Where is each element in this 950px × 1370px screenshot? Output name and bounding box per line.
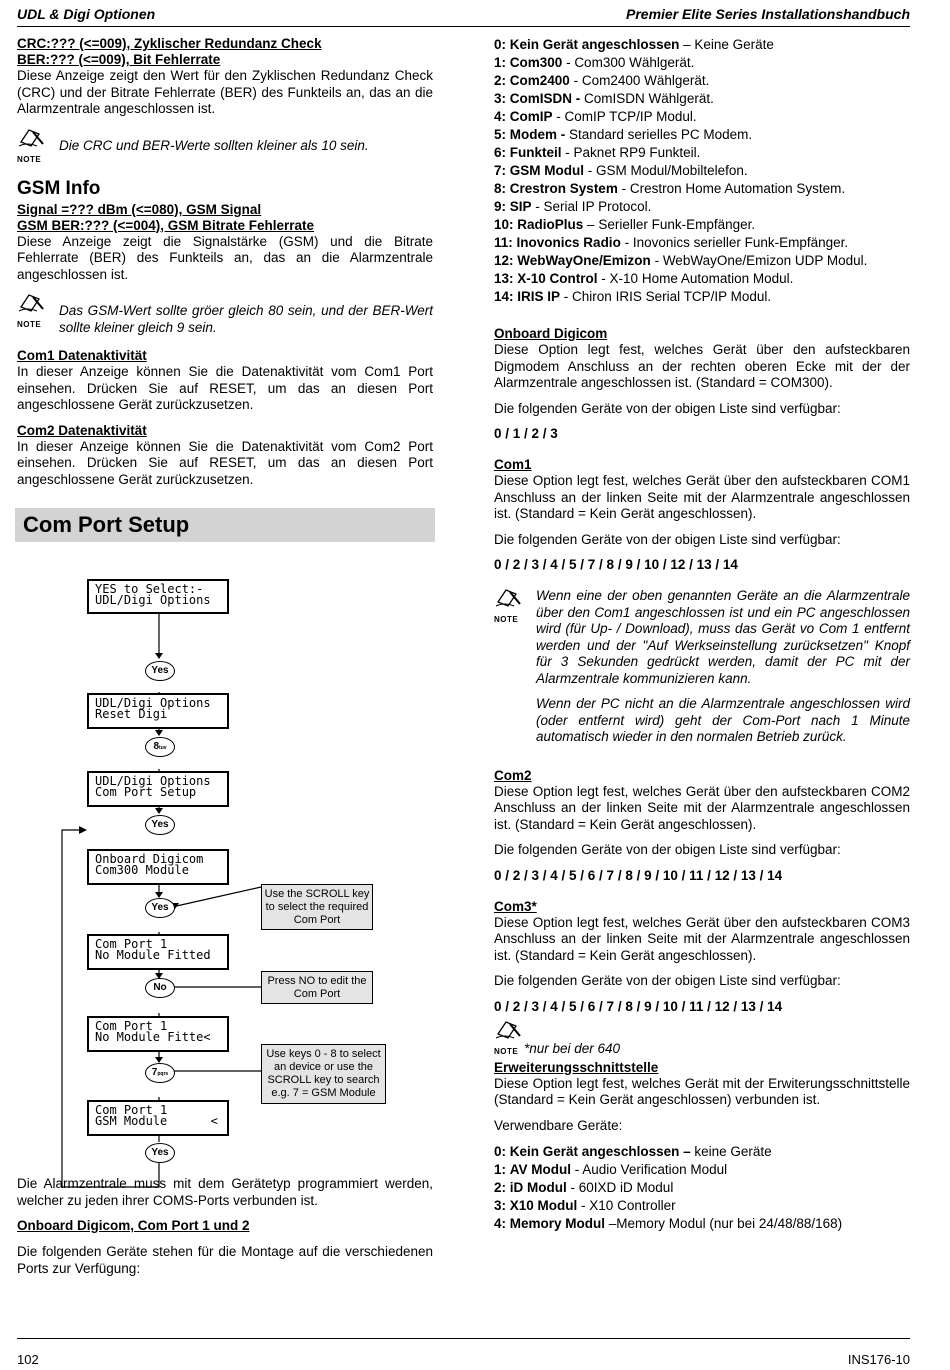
device-num: 10: <box>494 217 514 232</box>
device-name: GSM Modul <box>509 163 585 178</box>
yes-key: Yes <box>145 815 175 835</box>
device-sep: - <box>584 163 597 178</box>
device-desc: Serial IP Protocol. <box>543 199 652 214</box>
section-title: Com Port Setup <box>15 508 435 542</box>
ext-text: Diese Option legt fest, welches Gerät mit der Erwiterungsschnittstelle (Standard = Kein Gerät angeschlossen) verbunden ist. <box>494 1075 910 1107</box>
com2-title: Com2 <box>494 767 532 783</box>
device-item <box>494 216 910 234</box>
note-text: Die CRC und BER-Werte sollten kleiner als 10 sein. <box>59 137 369 153</box>
no-key: No <box>145 978 175 998</box>
crc-heading-1: CRC:??? (<=009), Zyklischer Redundanz Check <box>17 36 322 51</box>
note-icon <box>17 128 59 164</box>
com3-text: Diese Option legt fest, welches Gerät über den aufsteckbaren COM3 Anschluss an der linken Seite mit der Alarmzentrale angeschlossen ist. (Standard = Kein Gerät angeschlossen). <box>494 914 910 963</box>
device-num: 7: <box>494 163 507 178</box>
flowchart <box>17 579 433 1199</box>
device-sep: - <box>650 253 663 268</box>
hint-keys: Use keys 0 - 8 to select an device or use the SCROLL key to search e.g. 7 = GSM Module <box>261 1044 386 1104</box>
ext-device-item <box>494 1143 910 1161</box>
device-desc: Inovonics serieller Funk-Empfänger. <box>632 235 849 250</box>
available-text: Die folgenden Geräte von der obigen Liste sind verfügbar: <box>494 973 841 988</box>
com1-ports: 0 / 2 / 3 / 4 / 5 / 7 / 8 / 9 / 10 / 12 / 13 / 14 <box>494 557 738 572</box>
device-name: RadioPlus <box>517 217 584 232</box>
device-num: 2: <box>494 73 507 88</box>
after-flow-block <box>17 1176 433 1286</box>
device-item <box>494 36 910 54</box>
key-7-label: 7 <box>151 1067 158 1078</box>
device-num: 8: <box>494 181 507 196</box>
com2-text: Diese Option legt fest, welches Gerät über den aufsteckbaren COM2 Anschluss an der linken Seite mit der Alarmzentrale angeschlossen ist. (Standard = Kein Gerät angeschlossen). <box>494 783 910 832</box>
com1-activity-text: In dieser Anzeige können Sie die Datenaktivität vom Com1 Port einsehen. Drücken Sie auf RESET, um das an diesen Port angeschlossene Gerät zurückzusetzen. <box>17 364 433 412</box>
device-item <box>494 108 910 126</box>
ext-device-name: X10 Modul <box>509 1198 578 1213</box>
ext-device-num: 1: <box>494 1162 507 1177</box>
ext-device-num: 0: <box>494 1144 507 1159</box>
ext-title: Erweiterungsschnittstelle <box>494 1059 659 1075</box>
device-sep: - <box>561 145 574 160</box>
device-item <box>494 90 910 108</box>
note-label: NOTE <box>494 1046 519 1056</box>
device-item <box>494 54 910 72</box>
device-desc: Standard serielles PC Modem. <box>569 127 753 142</box>
note-label: NOTE <box>17 154 42 164</box>
device-desc: Com2400 Wählgerät. <box>581 73 710 88</box>
device-list <box>494 36 910 306</box>
ext-device-name: Memory Modul <box>509 1216 606 1231</box>
ext-device-num: 3: <box>494 1198 507 1213</box>
hint-scroll: Use the SCROLL key to select the required Com Port <box>261 884 373 930</box>
note-640-text: *nur bei der 640 <box>524 1040 621 1056</box>
device-name: Funkteil <box>509 145 562 160</box>
device-desc: Keine Geräte <box>694 37 774 52</box>
ext-device-item <box>494 1161 910 1179</box>
device-name: Inovonics Radio <box>516 235 621 250</box>
note-com1-text-b: Wenn der PC nicht an die Alarmzentrale angeschlossen wird (oder entfernt wird) geht der Com-Port nach 1 Minute automatisch wieder in den normalen Betrieb zurück. <box>536 696 910 744</box>
device-name: WebWayOne/Emizon <box>517 253 651 268</box>
device-name: X-10 Control <box>517 271 598 286</box>
ext-device-desc: - Audio Verification Modul <box>571 1162 728 1177</box>
device-item <box>494 234 910 252</box>
note-label: NOTE <box>494 615 519 624</box>
right-column <box>494 36 910 1233</box>
device-item <box>494 288 910 306</box>
ext-device-name: Kein Gerät angeschlossen – <box>509 1144 691 1159</box>
com2-ports: 0 / 2 / 3 / 4 / 5 / 6 / 7 / 8 / 9 / 10 / 11 / 12 / 13 / 14 <box>494 867 783 883</box>
header-right: Premier Elite Series Installationshandbuch <box>626 6 910 22</box>
page-number: 102 <box>17 1352 39 1367</box>
note-icon <box>494 1020 524 1056</box>
device-desc: Serieller Funk-Empfänger. <box>598 217 756 232</box>
device-desc: X-10 Home Automation Modul. <box>609 271 794 286</box>
after-flow-text: Die Alarmzentrale muss mit dem Gerätetyp programmiert werden, welcher zu jeden ihrer COMS-Ports verbunden ist. <box>17 1176 433 1208</box>
available-text: Die folgenden Geräte von der obigen Liste sind verfügbar: <box>494 842 841 857</box>
lcd-gsm-module: Com Port 1 GSM Module < <box>87 1100 229 1136</box>
hint-no: Press NO to edit the Com Port <box>261 971 373 1004</box>
device-item <box>494 198 910 216</box>
device-num: 6: <box>494 145 507 160</box>
device-item <box>494 180 910 198</box>
key-8-label: 8 <box>153 741 160 752</box>
device-desc: GSM Modul/Mobiltelefon. <box>596 163 748 178</box>
device-desc: Com300 Wählgerät. <box>574 55 695 70</box>
device-item <box>494 252 910 270</box>
gsm-heading-1: Signal =??? dBm (<=080), GSM Signal <box>17 201 262 217</box>
device-name: IRIS IP <box>517 289 561 304</box>
key-8-letters: tuv <box>159 745 167 751</box>
device-item <box>494 144 910 162</box>
device-desc: ComISDN Wählgerät. <box>584 91 714 106</box>
device-name: Com300 <box>509 55 563 70</box>
key-7 <box>145 1063 175 1083</box>
yes-key: Yes <box>145 661 175 681</box>
lcd-onboard-digicom: Onboard Digicom Com300 Module <box>87 849 229 885</box>
device-name: ComIP <box>509 109 553 124</box>
device-desc: WebWayOne/Emizon UDP Modul. <box>662 253 868 268</box>
usable-text: Verwendbare Geräte: <box>494 1117 623 1133</box>
note-text-group <box>536 588 910 746</box>
gsm-title: GSM Info <box>17 177 101 199</box>
note-gsm <box>17 293 433 336</box>
device-sep: - <box>552 109 565 124</box>
page-header <box>17 6 910 27</box>
device-sep: - <box>617 181 630 196</box>
device-sep: - <box>560 289 573 304</box>
device-desc: ComIP TCP/IP Modul. <box>564 109 697 124</box>
ext-device-list <box>494 1143 910 1233</box>
device-num: 5: <box>494 127 507 142</box>
lcd-com-port-setup: UDL/Digi Options Com Port Setup <box>87 771 229 807</box>
device-sep: - <box>597 271 610 286</box>
onboard-ports: 0 / 1 / 2 / 3 <box>494 426 558 441</box>
device-num: 14: <box>494 289 514 304</box>
onboard-sub-heading: Onboard Digicom, Com Port 1 und 2 <box>17 1218 250 1233</box>
ext-device-desc: - 60IXD iD Modul <box>566 1180 674 1195</box>
device-num: 12: <box>494 253 514 268</box>
onboard-text: Diese Option legt fest, welches Gerät über den aufsteckbaren Digmodem Anschluss an der rechten oberen Ecke mit der der Alarmzentrale angeschlossen ist. (Standard = COM300). <box>494 342 910 390</box>
device-num: 4: <box>494 109 507 124</box>
note-640 <box>494 1020 910 1056</box>
ext-device-item <box>494 1197 910 1215</box>
device-desc: Chiron IRIS Serial TCP/IP Modul. <box>572 289 772 304</box>
com1-activity-title: Com1 Datenaktivität <box>17 348 147 363</box>
ext-device-item <box>494 1179 910 1197</box>
header-left: UDL & Digi Optionen <box>17 6 156 22</box>
device-desc: Paknet RP9 Funkteil. <box>573 145 701 160</box>
note-icon <box>494 588 536 746</box>
device-sep: – <box>679 37 695 52</box>
device-num: 13: <box>494 271 514 286</box>
ext-device-name: AV Modul <box>509 1162 572 1177</box>
device-item <box>494 162 910 180</box>
key-7-letters: pqrs <box>157 1071 169 1077</box>
left-column <box>17 36 433 1276</box>
device-sep: – <box>583 217 599 232</box>
device-item <box>494 270 910 288</box>
com2-activity-title: Com2 Datenaktivität <box>17 422 147 438</box>
device-num: 11: <box>494 235 513 250</box>
device-name: Crestron System <box>509 181 618 196</box>
ext-device-desc: –Memory Modul (nur bei 24/48/88/168) <box>605 1216 843 1231</box>
ext-device-item <box>494 1215 910 1233</box>
doc-id: INS176-10 <box>847 1352 910 1367</box>
lcd-no-module: Com Port 1 No Module Fitted <box>87 934 229 970</box>
ext-device-num: 2: <box>494 1180 507 1195</box>
page-footer <box>17 1338 910 1367</box>
onboard-title: Onboard Digicom <box>494 326 608 341</box>
device-sep: - <box>531 199 544 214</box>
gsm-text: Diese Anzeige zeigt die Signalstärke (GSM) und die Bitrate Fehlerrate (BER) des Funkteils an, das an die Alarmzentrale angeschlossen ist. <box>17 233 433 282</box>
lcd-no-module-edit: Com Port 1 No Module Fitte< <box>87 1016 229 1052</box>
device-sep: - <box>620 235 633 250</box>
key-8 <box>145 737 175 757</box>
device-name: Modem - <box>509 127 566 142</box>
lcd-select-udl: YES to Select:- UDL/Digi Options <box>87 579 229 614</box>
note-text: Das GSM-Wert sollte gröer gleich 80 sein, und der BER-Wert sollte kleiner gleich 9 sein. <box>59 303 433 335</box>
yes-key: Yes <box>145 898 175 918</box>
ext-device-name: iD Modul <box>509 1180 567 1195</box>
device-item <box>494 126 910 144</box>
device-name: SIP <box>509 199 532 214</box>
crc-heading-2: BER:??? (<=009), Bit Fehlerrate <box>17 52 221 67</box>
device-num: 3: <box>494 91 507 106</box>
com2-activity-text: In dieser Anzeige können Sie die Datenaktivität vom Com2 Port einsehen. Drücken Sie auf RESET, um das an diesen Port angeschlossene Gerät zurückzusetzen. <box>17 438 433 487</box>
device-num: 0: <box>494 37 507 52</box>
available-text: Die folgenden Geräte von der obigen Liste sind verfügbar: <box>494 531 841 547</box>
lcd-reset-digi: UDL/Digi Options Reset Digi <box>87 693 229 729</box>
note-crc <box>17 128 433 164</box>
device-sep: - <box>562 55 575 70</box>
com3-ports: 0 / 2 / 3 / 4 / 5 / 6 / 7 / 8 / 9 / 10 / 11 / 12 / 13 / 14 <box>494 998 783 1014</box>
yes-key: Yes <box>145 1143 175 1163</box>
ext-device-num: 4: <box>494 1216 507 1231</box>
ext-device-desc: - X10 Controller <box>577 1198 676 1213</box>
note-com1-text-a: Wenn eine der oben genannten Geräte an die Alarmzentrale über den Com1 angeschlossen ist und ein PC angeschlossen wird (für Up- / Download), muss das Gerät vo Com 1 entfernt werden und der "Auf Werkseinstellung zurücksetzen" Knopf für 3 Sekunden gedrückt werden, damit der PC mit der Alarmzentrale kommunizieren kann. <box>536 588 910 686</box>
gsm-heading-2: GSM BER:??? (<=004), GSM Bitrate Fehlerrate <box>17 217 315 233</box>
crc-text: Diese Anzeige zeigt den Wert für den Zyklischen Redundanz Check (CRC) und der Bitrate Fehlerrate (BER) des Funkteils an, das an die Alarmzentrale angeschlossen ist. <box>17 68 433 116</box>
device-sep: - <box>569 73 582 88</box>
device-name: Kein Gerät angeschlossen <box>509 37 680 52</box>
note-com1 <box>494 588 910 746</box>
device-desc: Crestron Home Automation System. <box>629 181 846 196</box>
note-label: NOTE <box>17 320 42 329</box>
device-num: 1: <box>494 55 507 70</box>
com1-text: Diese Option legt fest, welches Gerät über den aufsteckbaren COM1 Anschluss an der linken Seite mit der Alarmzentrale angeschlossen ist. (Standard = Kein Gerät angeschlossen). <box>494 473 910 521</box>
device-name: ComISDN - <box>509 91 581 106</box>
com3-title: Com3* <box>494 898 537 914</box>
com1-title: Com1 <box>494 457 532 472</box>
device-num: 9: <box>494 199 507 214</box>
onboard-sub-text: Die folgenden Geräte stehen für die Montage auf die verschiedenen Ports zur Verfügung: <box>17 1244 433 1276</box>
device-item <box>494 72 910 90</box>
device-name: Com2400 <box>509 73 570 88</box>
available-text: Die folgenden Geräte von der obigen Liste sind verfügbar: <box>494 400 841 416</box>
ext-device-desc: keine Geräte <box>690 1144 772 1159</box>
note-icon <box>17 293 59 336</box>
